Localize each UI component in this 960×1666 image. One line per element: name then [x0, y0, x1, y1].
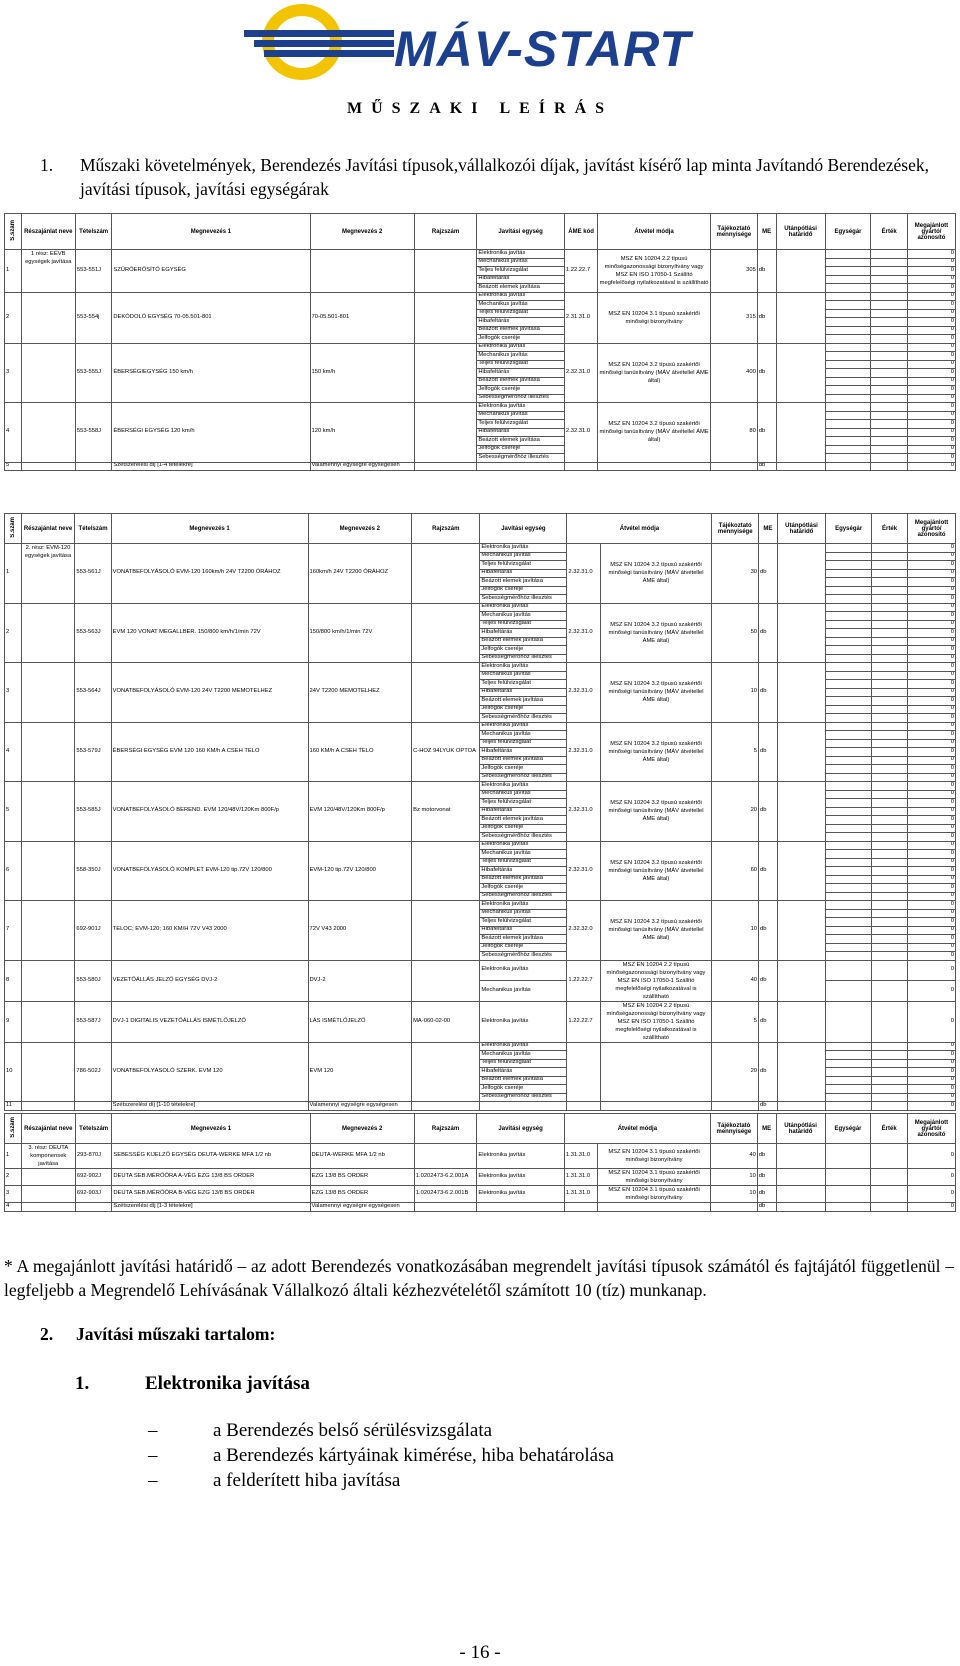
table-row: 2 553-563J EVM 120 VONAT MEGALLBER. 150/800 km/h/1/min 72V 150/800 km/h/1/min 72V Elektronika javítás 2.32.31.0 MSZ EN 10204 3.2 típusú szakértői minőségi tanúsítvány (MÁV átvétellel ÁME által) 50 db 0 — [5, 603, 956, 612]
mav-logo-emblem-icon — [244, 0, 394, 98]
section-heading-2: 2. Javítási műszaki tartalom: — [40, 1324, 276, 1344]
col-ame: ÁME kód — [564, 214, 597, 250]
col-accept: Átvétel módja — [598, 214, 711, 250]
heading-text: Műszaki követelmények, Berendezés Javítási típusok,vállalkozói díjak, javítást kísérő lap minta Javítandó Berendezések, javítási típusok, javítási egységárak — [80, 155, 929, 199]
list-item: – a Berendezés belső sérülésvizsgálata — [148, 1420, 493, 1441]
table-row: 1 2. rész: EVM-120 egységek javítása 553-561J VONATBEFOLYÁSOLÓ EVM-120 160km/h 24V T2200 ÓRÁHOZ 160km/h 24V T2200 ÓRÁHOZ Elektronika javítás 2.32.31.0 MSZ EN 10204 3.2 típusú szakértői minőségi tanúsítvány (MÁV átvétellel ÁME által) 30 db 0 — [5, 544, 956, 553]
col-drawing: Rajzszám — [414, 214, 477, 250]
col-item: Tételszám — [75, 214, 111, 250]
col-qty: Tájékoztató mennyisége — [710, 214, 757, 250]
col-name2: Megnevezés 2 — [310, 214, 414, 250]
table-row: 11 Szétszerelési díj [1-10 tételekre] Valamennyi egységre egységesen db 0 — [5, 1102, 956, 1111]
subsection-heading: 1. Elektronika javítása — [75, 1373, 310, 1394]
table-row: 4 553-579J ÉBERSÉGI EGYSÉG EVM 120 160 KM/h A CSEH TELO 160 KM/h A CSEH TELO C-HOZ 94LYUK OPTOA Elektronika javítás 2.32.31.0 MSZ EN 10204 3.2 típusú szakértői minőségi tanúsítvány (MÁV átvétellel ÁME által) 5 db 0 — [5, 722, 956, 731]
col-me: ME — [757, 214, 776, 250]
table-row: 5 553-585J VONATBEFOLYÁSOLÓ BEREND. EVM 120/48V/120Km 800F/p EVM 120/48V/120Km 800F/p Bz motorvonat Elektronika javítás 2.32.31.0 MSZ EN 10204 3.2 típusú szakértői minőségi tanúsítvány (MÁV átvétellel ÁME által) 20 db 0 — [5, 782, 956, 791]
heading-number: 1. — [40, 155, 54, 175]
table-row: 1 1 rész: EÉVB egységek javítása 553-551J SZŰRŐERŐSÍTŐ EGYSÉG Elektronika javítás 1.22.22.7 MSZ EN 10204 2.2 típusú minőségazonossági bizonyítvány vagy MSZ EN ISO 17050-1 Szállító megfelelőségi nyilatkozatával is szállítható 305 db 0 — [5, 250, 956, 259]
col-name1: Megnevezés 1 — [112, 214, 310, 250]
col-offer: Megajánlott gyártó/ azonosító — [907, 214, 955, 250]
col-sz: S.szám — [5, 214, 22, 250]
mav-start-logo — [244, 0, 691, 98]
table-row: 3 692-903J DEUTA SEB.MÉRŐÓRA B-VÉG EZG 13/8 BS ORDER EZG 13/8 BS ORDER 1.0202473-6.2.001B Elektronika javítás 1.31.31.0 MSZ EN 10204 3.1 típusú szakértői minőségi bizonyítvány 10 db 0 — [6, 1187, 954, 1201]
table-row: 2 553-554j DEKÓDOLÓ EGYSÉG 70-05.501-801 70-05.501-801 Elektronika javítás 2.31.31.0 MSZ EN 10204 3.1 típusú szakértői minőségi bizonyítvány 315 db 0 — [5, 292, 956, 301]
col-value: Érték — [871, 214, 907, 250]
table-row: 4 553-558J ÉBERSÉGI EGYSÉG 120 km/h 120 km/h Elektronika javítás 2.32.31.0 MSZ EN 10204 3.2 típusú szakértői minőségi tanúsítvány (MÁV átvétellel ÁME által) 80 db 0 — [5, 403, 956, 412]
footnote: * A megajánlott javítási határidő – az adott Berendezés vonatkozásában megrendelt javítási típusok számától és fajtájától függetlenül – legfeljebb a Megrendelő Lehívásának Vállalkozó általi kézhezvételétől számított 10 (tíz) munkanap. — [4, 1256, 954, 1300]
table-row: 1 3. rész: DEUTA komponensek javítása 293-870J SEBESSÉG KIJELZŐ EGYSÉG DEUTA-WERKE MFA 1/2 nb DEUTA-WERKE MFA 1/2 nb Elektronika javítás 1.31.31.0 MSZ EN 10204 3.1 típusú szakértői minőségi bizonyítvány 40 db 0 — [6, 1145, 954, 1167]
col-repair: Javítási egység — [477, 214, 565, 250]
logo-wordmark: MÁV-START — [394, 21, 691, 77]
table-row: 9 553-587J DVJ-1 DIGITALIS VEZETŐÁLLÁS ISMÉTLŐJELZŐ LÁS ISMÉTLŐJELZŐ MA-060-02-00 Elektronika javítás 1.22.22.7 MSZ EN 10204 2.2 típusú minőségazonossági bizonyítvány vagy MSZ EN ISO 17050-1 Szállító megfelelőségi nyilatkozatával is szállítható 5 db 0 — [6, 1002, 954, 1041]
table-row: 2 692-902J DEUTA SEB.MÉRŐÓRA A-VÉG EZG 13/8 BS ORDER EZG 13/8 BS ORDER 1.0202473-6.2.001A Elektronika javítás 1.31.31.0 MSZ EN 10204 3.1 típusú szakértői minőségi bizonyítvány 10 db 0 — [6, 1170, 954, 1184]
table-row: 3 553-564J VONATBEFOLYÁSOLÓ EVM-120 24V T2200 MEMOTELHEZ 24V T2200 MEMOTELHEZ Elektronika javítás 2.32.31.0 MSZ EN 10204 3.2 típusú szakértői minőségi tanúsítvány (MÁV átvétellel ÁME által) 10 db 0 — [5, 663, 956, 672]
list-item: – a felderített hiba javítása — [148, 1470, 401, 1491]
table-row: 5 Szétszerelési díj [1-4 tételekre] Valamennyi egységre egységesen db 0 — [5, 462, 956, 471]
page-subtitle: MŰSZAKI LEÍRÁS — [346, 100, 614, 117]
table-row: 7 692-901J TELOC; EVM-120; 160 KM/H 72V V43 2000 72V V43 2000 Elektronika javítás 2.32.32.0 MSZ EN 10204 3.2 típusú szakértői minőségi tanúsítvány (MÁV átvétellel ÁME által) 10 db 0 — [5, 901, 956, 910]
col-deadline: Utánpótlási határidő — [776, 214, 825, 250]
col-unit: Egységár — [825, 214, 871, 250]
page-number: - 16 - — [459, 1642, 501, 1663]
table-row: 4 Szétszerelési díj [1-3 tételekre] Valamennyi egységre egységesen db 0 — [5, 1203, 956, 1212]
table-row: 10 786-502J VONATBEFOLYÁSOLÓ SZERK. EVM 120 EVM 120 Elektronika javítás 20 db 0 — [5, 1042, 956, 1051]
table-row: 8 553-580J VEZETŐÁLLÁS JELZŐ EGYSÉG DVJ-2 DVJ-2 Elektronika javítás 1.22.22.7 MSZ EN 10204 2.2 típusú minőségazonossági bizonyítvány vagy MSZ EN ISO 17050-1 Szállító megfelelőségi nyilatkozatával is szállítható 40 db 0 — [6, 961, 954, 1000]
table-part-2: S.szám Részajánlat neve Tételszám Megnevezés 1 Megnevezés 2 Rajzszám Javítási egység Átvétel módja Tájékoztató mennyisége ME Utánpótlási határidő Egységár Érték Megajánlott gyártó/ azonosító 1 2. rész: EVM-120 egységek javítása 553-561J VONATBEFOLYÁSOLÓ EVM-120 160km/h 24V T2200 ÓRÁHOZ 160km/h 24V T2200 ÓRÁHOZ Elektronika javítás 2.32.31.0 MSZ EN 10204 3.2 típusú szakértői minőségi tanúsítvány (MÁV átvétellel ÁME által) 30 db 0 Mechanikus javítás 0 Teljes felülvizsgálat 0 Hibafeltárás 0 Beázott elemek javítása 0 Jelfogók cseréje 0 Sebességmérőhöz illesztés 0 2 553-563J EVM 120 VONAT MEGALLBER. 150/800 km/h/1/min 72V 150/800 km/h/1/min 72V Elektronika javítás 2.32.31.0 MSZ EN 10204 3.2 típusú szakértői minőségi tanúsítvány (MÁV átvétellel ÁME által) 50 db 0 Mechanikus javítás 0 Teljes felülvizsgálat 0 Hibafeltárás 0 Beázott elemek javítása 0 Jelfogók cseréje 0 Sebességmérőhöz illesztés 0 3 553-564J VONATBEFOLYÁSOLÓ EVM-120 24V T2200 MEMOTELHEZ 24V T2200 MEMOTELHEZ Elektronika javítás 2.32.31.0 MSZ EN 10204 3.2 típusú szakértői minőségi tanúsítvány (MÁV átvétellel ÁME által) 10 db 0 Mechanikus javítás 0 Teljes felülvizsgálat 0 Hibafeltárás 0 Beázott elemek javítása 0 Jelfogók cseréje 0 Sebességmérőhöz illesztés 0 4 553-579J ÉBERSÉGI EGYSÉG EVM 120 160 KM/h A CSEH TELO 160 KM/h A CSEH TELO C-HOZ 94LYUK OPTOA Elektronika javítás 2.32.31.0 MSZ EN 10204 3.2 típusú szakértői minőségi tanúsítvány (MÁV átvétellel ÁME által) 5 db 0 Mechanikus javítás 0 Teljes felülvizsgálat 0 Hibafeltárás 0 Beázott elemek javítása 0 Jelfogók cseréje 0 Sebességmérőhöz illesztés 0 5 553-585J VONATBEFOLYÁSOLÓ BEREND. EVM 120/48V/120Km 800F/p EVM 120/48V/120Km 800F/p Bz motorvonat Elektronika javítás 2.32.31.0 MSZ EN 10204 3.2 típusú szakértői minőségi tanúsítvány (MÁV átvétellel ÁME által) 20 db 0 Mechanikus javítás 0 Teljes felülvizsgálat 0 Hibafeltárás 0 Beázott elemek javítása 0 Jelfogók cseréje 0 Sebességmérőhöz illesztés 0 6 558-350J VONATBEFOLYÁSOLÓ KOMPLET EVM-120 tip.72V 120/800 EVM-120 tip.72V 120/800 Elektronika javítás 2.32.31.0 MSZ EN 10204 3.2 típusú szakértői minőségi tanúsítvány (MÁV átvétellel ÁME által) 60 db 0 Mechanikus javítás 0 Teljes felülvizsgálat 0 Hibafeltárás 0 Beázott elemek javítása 0 Jelfogók cseréje 0 Sebességmérőhöz illesztés 0 7 692-901J TELOC; EVM-120; 160 KM/H 72V V43 2000 72V V43 2000 Elektronika javítás 2.32.32.0 MSZ EN 10204 3.2 típusú szakértői minőségi tanúsítvány (MÁV átvétellel ÁME által) 10 db 0 Mechanikus javítás 0 Teljes felülvizsgálat 0 Hibafeltárás 0 Beázott elemek javítása 0 Jelfogók cseréje 0 Sebességmérőhöz illesztés 0 8 553-580J VEZETŐÁLLÁS JELZŐ EGYSÉG DVJ-2 DVJ-2 Elektronika javítás 1.22.22.7 MSZ EN 10204 2.2 típusú minőségazonossági bizonyítvány vagy MSZ EN ISO 17050-1 Szállító megfelelőségi nyilatkozatával is szállítható 40 db 0 Mechanikus javítás 0 9 553-587J DVJ-1 DIGITALIS VEZETŐÁLLÁS ISMÉTLŐJELZŐ LÁS ISMÉTLŐJELZŐ MA-060-02-00 Elektronika javítás 1.22.22.7 MSZ EN 10204 2.2 típusú minőségazonossági bizonyítvány vagy MSZ EN ISO 17050-1 Szállító megfelelőségi nyilatkozatával is szállítható 5 db 0 10 786-502J VONATBEFOLYÁSOLÓ SZERK. EVM 120 EVM 120 Elektronika javítás 20 db 0 Mechanikus javítás 0 Teljes felülvizsgálat 0 Hibafeltárás 0 Beázott elemek javítása 0 Jelfogók cseréje 0 Sebességmérőhöz illesztés 0 11 Szétszerelési díj [1-10 tételekre] Valamennyi egységre egységesen db 0 — [4, 513, 956, 1111]
table-part-1: S.szám Részajánlat neve Tételszám Megnevezés 1 Megnevezés 2 Rajzszám Javítási egység ÁME kód Átvétel módja Tájékoztató mennyisége ME Utánpótlási határidő Egységár Érték Megajánlott gyártó/ azonosító 1 1 rész: EÉVB egységek javítása 553-551J SZŰRŐERŐSÍTŐ EGYSÉG Elektronika javítás 1.22.22.7 MSZ EN 10204 2.2 típusú minőségazonossági bizonyítvány vagy MSZ EN ISO 17050-1 Szállító megfelelőségi nyilatkozatával is szállítható 305 db 0 Mechanikus javítás 0 Teljes felülvizsgálat 0 Hibafeltárás 0 Beázott elemek javítása 0 2 553-554j DEKÓDOLÓ EGYSÉG 70-05.501-801 70-05.501-801 Elektronika javítás 2.31.31.0 MSZ EN 10204 3.1 típusú szakértői minőségi bizonyítvány 315 db 0 Mechanikus javítás 0 Teljes felülvizsgálat 0 Hibafeltárás 0 Beázott elemek javítása 0 Jelfogók cseréje 0 3 553-555J ÉBERSÉGIEGYSÉG 150 km/h 150 km/h Elektronika javítás 2.32.31.0 MSZ EN 10204 3.2 típusú szakértői minőségi tanúsítvány (MÁV átvétellel ÁME által) 400 db 0 Mechanikus javítás 0 Teljes felülvizsgálat 0 Hibafeltárás 0 Beázott elemek javítása 0 Jelfogók cseréje 0 Sebességmérőhöz illesztés 0 4 553-558J ÉBERSÉGI EGYSÉG 120 km/h 120 km/h Elektronika javítás 2.32.31.0 MSZ EN 10204 3.2 típusú szakértői minőségi tanúsítvány (MÁV átvétellel ÁME által) 80 db 0 Mechanikus javítás 0 Teljes felülvizsgálat 0 Hibafeltárás 0 Beázott elemek javítása 0 Jelfogók cseréje 0 Sebességmérőhöz illesztés 0 5 Szétszerelési díj [1-4 tételekre] Valamennyi egységre egységesen db 0 — [4, 213, 956, 471]
list-item: – a Berendezés kártyáinak kimérése, hiba behatárolása — [148, 1445, 614, 1466]
table-row: 3 553-555J ÉBERSÉGIEGYSÉG 150 km/h 150 km/h Elektronika javítás 2.32.31.0 MSZ EN 10204 3.2 típusú szakértői minőségi tanúsítvány (MÁV átvétellel ÁME által) 400 db 0 — [5, 343, 956, 352]
table-row: 6 558-350J VONATBEFOLYÁSOLÓ KOMPLET EVM-120 tip.72V 120/800 EVM-120 tip.72V 120/800 Elektronika javítás 2.32.31.0 MSZ EN 10204 3.2 típusú szakértői minőségi tanúsítvány (MÁV átvétellel ÁME által) 60 db 0 — [5, 841, 956, 850]
col-part: Részajánlat neve — [21, 214, 75, 250]
table-part-3: S.szám Részajánlat neve Tételszám Megnevezés 1 Megnevezés 2 Rajzszám Javítási egység Átvétel módja Tájékoztató mennyisége ME Utánpótlási határidő Egységár Érték Megajánlott gyártó/ azonosító 1 3. rész: DEUTA komponensek javítása 293-870J SEBESSÉG KIJELZŐ EGYSÉG DEUTA-WERKE MFA 1/2 nb DEUTA-WERKE MFA 1/2 nb Elektronika javítás 1.31.31.0 MSZ EN 10204 3.1 típusú szakértői minőségi bizonyítvány 40 db 0 2 692-902J DEUTA SEB.MÉRŐÓRA A-VÉG EZG 13/8 BS ORDER EZG 13/8 BS ORDER 1.0202473-6.2.001A Elektronika javítás 1.31.31.0 MSZ EN 10204 3.1 típusú szakértői minőségi bizonyítvány 10 db 0 3 692-903J DEUTA SEB.MÉRŐÓRA B-VÉG EZG 13/8 BS ORDER EZG 13/8 BS ORDER 1.0202473-6.2.001B Elektronika javítás 1.31.31.0 MSZ EN 10204 3.1 típusú szakértői minőségi bizonyítvány 10 db 0 4 Szétszerelési díj [1-3 tételekre] Valamennyi egységre egységesen db 0 — [4, 1113, 956, 1212]
